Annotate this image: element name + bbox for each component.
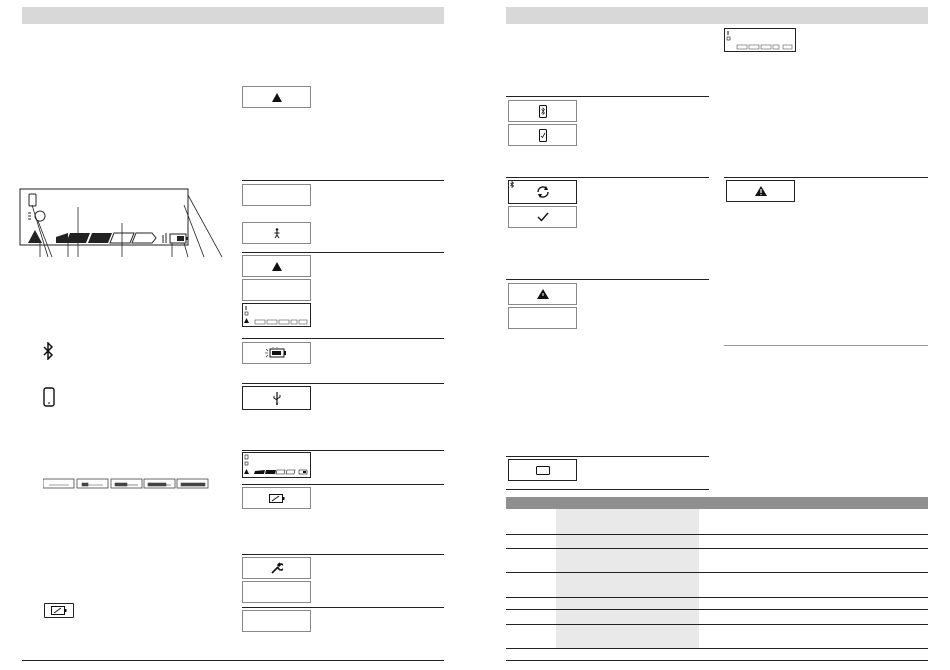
divider [242, 484, 444, 485]
divider [506, 489, 709, 490]
divider [242, 252, 444, 253]
bluetooth-icon [42, 342, 54, 360]
divider [242, 450, 444, 451]
bluetooth-icon [510, 181, 514, 188]
divider [506, 456, 709, 457]
table-shaded-column [556, 509, 699, 649]
mini-display-box [242, 452, 311, 478]
phone-bluetooth-box [508, 100, 577, 122]
warning-box [726, 180, 795, 202]
mini-display-box [242, 303, 311, 327]
table-header [506, 497, 928, 509]
table-row-rule [506, 624, 928, 625]
divider [242, 554, 444, 555]
battery-blink-box [242, 342, 311, 364]
table-row-rule [506, 597, 928, 598]
battery-charging-box [242, 487, 311, 509]
walk-assist-box [242, 222, 311, 244]
page-footer-rule [22, 660, 444, 661]
table-row-rule [506, 609, 928, 610]
blank-display-box [242, 279, 311, 301]
frame-box [508, 459, 577, 481]
blank-display-box [508, 307, 577, 329]
divider [506, 96, 709, 97]
table-row-rule [506, 572, 928, 573]
divider [242, 607, 444, 608]
table-row-rule [506, 548, 928, 549]
assist-level-strip [43, 478, 209, 490]
divider [242, 180, 444, 181]
blank-display-box [242, 184, 311, 206]
table-row-rule [506, 534, 928, 535]
warning-indicator-box [242, 86, 311, 108]
warning-indicator-box [242, 255, 311, 277]
left-header-bar [22, 7, 444, 24]
frame-warning-box [508, 283, 577, 305]
divider [242, 338, 444, 339]
divider [724, 345, 928, 346]
page-footer-rule [506, 660, 928, 661]
divider [506, 279, 709, 280]
divider [506, 177, 709, 178]
blank-display-box [242, 610, 311, 632]
blank-display-box [242, 581, 311, 603]
wrench-box [242, 557, 311, 579]
sync-box [508, 180, 577, 204]
check-box [508, 206, 577, 228]
battery-charging-icon [44, 603, 74, 618]
smartphone-icon [43, 387, 55, 407]
phone-check-box [508, 124, 577, 146]
table-row-rule [506, 648, 928, 649]
display-overview-diagram [18, 185, 228, 260]
divider [724, 177, 928, 178]
divider [242, 383, 444, 384]
usb-box [242, 386, 311, 410]
right-header-bar [506, 7, 928, 24]
mini-display-box [724, 28, 796, 52]
